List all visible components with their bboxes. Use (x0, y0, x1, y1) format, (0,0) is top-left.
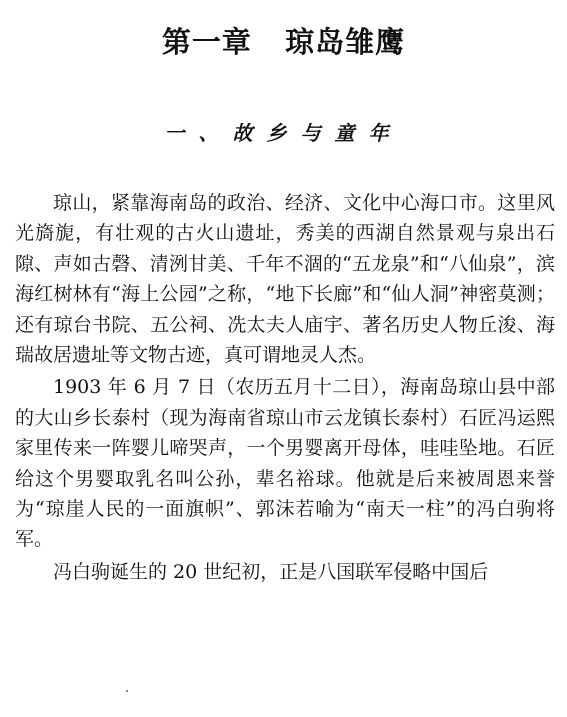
body-text (15, 188, 555, 587)
paragraph: 冯白驹诞生的 20 世纪初，正是八国联军侵略中国后 (53, 560, 489, 583)
chapter-title: 第一章 琼岛雏鹰 (161, 25, 406, 59)
paragraph: 1903 年 6 月 7 日（农历五月十二日），海南岛琼山县中部的大山乡长泰村（现为海南省琼山市云龙镇长泰村）石匠冯运熙家里传来一阵婴儿啼哭声，一个男婴离开母体，哇哇坠地。石匠给这个男婴取乳名叫公孙，辈名裕球。他就是后来被周恩来誉为“琼崖人民的一面旗帜”、郭沫若喻为“南天一柱”的冯白驹将军。 (15, 376, 555, 551)
section-title: 一、故乡与童年 (164, 121, 403, 145)
scan-speck (126, 690, 128, 692)
paragraph: 琼山，紧靠海南岛的政治、经济、文化中心海口市。这里风光旖旎，有壮观的古火山遗址，秀美的西湖自然景观与泉出石隙、声如古磬、清洌甘美、千年不涸的“五龙泉”和“八仙泉”，滨海红树林有“海上公园”之称，“地下长廊”和“仙人洞”神密莫测；还有琼台书院、五公祠、冼太夫人庙宇、著名历史人物丘浚、海瑞故居遗址等文物古迹，真可谓地灵人杰。 (15, 192, 555, 367)
